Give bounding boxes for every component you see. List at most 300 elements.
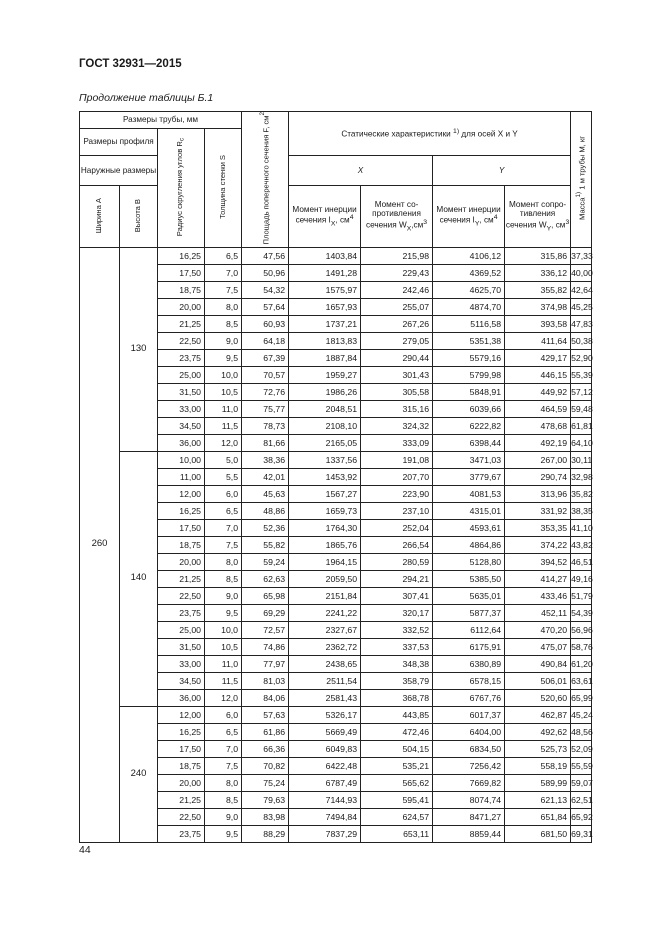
table-cell: 72,57 (242, 621, 289, 638)
table-cell: 33,00 (158, 400, 205, 417)
table-cell: 10,0 (205, 366, 242, 383)
table-cell: 6017,37 (433, 706, 505, 723)
table-cell: 65,99 (571, 689, 592, 706)
table-cell: 1887,84 (289, 349, 361, 366)
table-cell: 23,75 (158, 604, 205, 621)
table-cell: 4315,01 (433, 502, 505, 519)
table-cell: 681,50 (505, 825, 571, 842)
table-cell: 45,25 (571, 298, 592, 315)
table-cell: 7,5 (205, 757, 242, 774)
table-cell: 6222,82 (433, 417, 505, 434)
table-cell: 59,07 (571, 774, 592, 791)
table-cell: 266,54 (361, 536, 433, 553)
table-cell: 20,00 (158, 298, 205, 315)
table-cell: 5326,17 (289, 706, 361, 723)
table-cell: 47,56 (242, 247, 289, 264)
table-cell: 70,82 (242, 757, 289, 774)
table-cell: 6039,66 (433, 400, 505, 417)
table-cell: 59,48 (571, 400, 592, 417)
table-cell: 34,50 (158, 672, 205, 689)
height-cell: 130 (120, 247, 158, 451)
table-cell: 433,46 (505, 587, 571, 604)
table-cell: 35,82 (571, 485, 592, 502)
table-cell: 2108,10 (289, 417, 361, 434)
table-cell: 74,86 (242, 638, 289, 655)
table-cell: 48,56 (571, 723, 592, 740)
table-cell: 4625,70 (433, 281, 505, 298)
table-cell: 1567,27 (289, 485, 361, 502)
header-radius: Радиус скругления углов $R_c$ (158, 129, 205, 248)
table-cell: 4106,12 (433, 247, 505, 264)
table-cell: 10,5 (205, 638, 242, 655)
table-cell: 11,0 (205, 655, 242, 672)
table-cell: 10,5 (205, 383, 242, 400)
table-cell: 374,22 (505, 536, 571, 553)
table-cell: 47,83 (571, 315, 592, 332)
table-cell: 8,0 (205, 298, 242, 315)
table-cell: 49,16 (571, 570, 592, 587)
table-cell: 9,5 (205, 604, 242, 621)
table-cell: 313,96 (505, 485, 571, 502)
table-cell: 20,00 (158, 774, 205, 791)
table-cell: 535,21 (361, 757, 433, 774)
header-axis-y: Y (433, 155, 571, 185)
table-cell: 9,0 (205, 587, 242, 604)
table-cell: 589,99 (505, 774, 571, 791)
table-cell: 9,5 (205, 825, 242, 842)
table-cell: 6049,83 (289, 740, 361, 757)
table-cell: 5579,16 (433, 349, 505, 366)
table-cell: 8859,44 (433, 825, 505, 842)
table-cell: 18,75 (158, 281, 205, 298)
header-resist-y: Момент сопро-тивления сечения $W_Y$, $см^3$ (505, 185, 571, 247)
width-cell: 260 (80, 247, 120, 842)
table-cell: 653,11 (361, 825, 433, 842)
table-cell: 79,63 (242, 791, 289, 808)
table-cell: 4369,52 (433, 264, 505, 281)
table-cell: 358,79 (361, 672, 433, 689)
table-cell: 1764,30 (289, 519, 361, 536)
table-cell: 66,36 (242, 740, 289, 757)
table-cell: 57,64 (242, 298, 289, 315)
table-cell: 332,52 (361, 621, 433, 638)
table-cell: 21,25 (158, 315, 205, 332)
table-cell: 8,5 (205, 570, 242, 587)
table-cell: 470,20 (505, 621, 571, 638)
table-cell: 237,10 (361, 502, 433, 519)
header-static: Статические характеристики $^{1)}$ для осей X и Y (289, 112, 571, 156)
header-mass: Масса$^{1)}$ 1 м трубы M, кг (571, 112, 592, 248)
table-cell: 6578,15 (433, 672, 505, 689)
table-cell: 290,74 (505, 468, 571, 485)
table-cell: 1813,83 (289, 332, 361, 349)
table-cell: 478,68 (505, 417, 571, 434)
table-cell: 242,46 (361, 281, 433, 298)
table-cell: 5,0 (205, 451, 242, 468)
table-cell: 10,0 (205, 621, 242, 638)
table-cell: 12,00 (158, 485, 205, 502)
table-cell: 2059,50 (289, 570, 361, 587)
table-cell: 16,25 (158, 502, 205, 519)
table-cell: 6404,00 (433, 723, 505, 740)
table-cell: 30,11 (571, 451, 592, 468)
table-cell: 5635,01 (433, 587, 505, 604)
table-cell: 1491,28 (289, 264, 361, 281)
table-cell: 331,92 (505, 502, 571, 519)
table-cell: 5799,98 (433, 366, 505, 383)
table-cell: 25,00 (158, 621, 205, 638)
table-cell: 60,93 (242, 315, 289, 332)
table-cell: 5669,49 (289, 723, 361, 740)
table-cell: 12,0 (205, 689, 242, 706)
table-cell: 7,0 (205, 519, 242, 536)
table-cell: 414,27 (505, 570, 571, 587)
table-cell: 37,33 (571, 247, 592, 264)
table-cell: 6,5 (205, 723, 242, 740)
table-cell: 4081,53 (433, 485, 505, 502)
table-cell: 525,73 (505, 740, 571, 757)
table-cell: 315,16 (361, 400, 433, 417)
table-cell: 5385,50 (433, 570, 505, 587)
table-cell: 215,98 (361, 247, 433, 264)
table-cell: 11,00 (158, 468, 205, 485)
table-cell: 9,0 (205, 332, 242, 349)
table-cell: 1337,56 (289, 451, 361, 468)
table-cell: 290,44 (361, 349, 433, 366)
table-cell: 355,82 (505, 281, 571, 298)
table-cell: 83,98 (242, 808, 289, 825)
table-cell: 50,38 (571, 332, 592, 349)
table-cell: 368,78 (361, 689, 433, 706)
table-cell: 48,86 (242, 502, 289, 519)
table-cell: 16,25 (158, 723, 205, 740)
table-cell: 63,61 (571, 672, 592, 689)
table-cell: 10,00 (158, 451, 205, 468)
table-cell: 492,62 (505, 723, 571, 740)
table-cell: 6,5 (205, 247, 242, 264)
table-cell: 4593,61 (433, 519, 505, 536)
table-cell: 36,00 (158, 434, 205, 451)
table-cell: 2362,72 (289, 638, 361, 655)
table-cell: 2151,84 (289, 587, 361, 604)
header-axis-x: X (289, 155, 433, 185)
table-cell: 54,32 (242, 281, 289, 298)
table-cell: 7144,93 (289, 791, 361, 808)
table-cell: 348,38 (361, 655, 433, 672)
table-cell: 4864,86 (433, 536, 505, 553)
table-cell: 52,09 (571, 740, 592, 757)
table-cell: 2581,43 (289, 689, 361, 706)
table-cell: 32,98 (571, 468, 592, 485)
table-cell: 42,64 (571, 281, 592, 298)
table-cell: 75,24 (242, 774, 289, 791)
table-cell: 624,57 (361, 808, 433, 825)
table-cell: 18,75 (158, 757, 205, 774)
table-cell: 61,86 (242, 723, 289, 740)
table-cell: 23,75 (158, 825, 205, 842)
table-cell: 38,36 (242, 451, 289, 468)
table-cell: 229,43 (361, 264, 433, 281)
table-body (80, 247, 592, 842)
table-cell: 3779,67 (433, 468, 505, 485)
table-cell: 34,50 (158, 417, 205, 434)
table-cell: 324,32 (361, 417, 433, 434)
table-cell: 7837,29 (289, 825, 361, 842)
table-cell: 267,26 (361, 315, 433, 332)
table-cell: 21,25 (158, 791, 205, 808)
table-cell: 45,63 (242, 485, 289, 502)
table-cell: 6175,91 (433, 638, 505, 655)
table-cell: 58,76 (571, 638, 592, 655)
table-cell: 56,96 (571, 621, 592, 638)
table-cell: 31,50 (158, 383, 205, 400)
table-cell: 462,87 (505, 706, 571, 723)
table-cell: 504,15 (361, 740, 433, 757)
table-cell: 16,25 (158, 247, 205, 264)
table-cell: 20,00 (158, 553, 205, 570)
table-cell: 6,0 (205, 485, 242, 502)
table-cell: 475,07 (505, 638, 571, 655)
table-cell: 2165,05 (289, 434, 361, 451)
table-cell: 55,59 (571, 757, 592, 774)
table-cell: 23,75 (158, 349, 205, 366)
table-cell: 621,13 (505, 791, 571, 808)
table-cell: 280,59 (361, 553, 433, 570)
table-cell: 449,92 (505, 383, 571, 400)
table-cell: 1959,27 (289, 366, 361, 383)
table-cell: 52,90 (571, 349, 592, 366)
table-cell: 1964,15 (289, 553, 361, 570)
table-cell: 62,51 (571, 791, 592, 808)
table-cell: 55,82 (242, 536, 289, 553)
table-cell: 6834,50 (433, 740, 505, 757)
table-cell: 7,5 (205, 281, 242, 298)
table-cell: 6787,49 (289, 774, 361, 791)
table-cell: 7494,84 (289, 808, 361, 825)
table-cell: 490,84 (505, 655, 571, 672)
table-row (80, 706, 592, 723)
table-cell: 255,07 (361, 298, 433, 315)
table-cell: 69,31 (571, 825, 592, 842)
table-cell: 4874,70 (433, 298, 505, 315)
properties-table (79, 111, 592, 843)
table-row (80, 247, 592, 264)
table-cell: 38,35 (571, 502, 592, 519)
table-cell: 411,64 (505, 332, 571, 349)
table-caption: Продолжение таблицы Б.1 (79, 92, 214, 104)
table-cell: 11,5 (205, 417, 242, 434)
table-cell: 22,50 (158, 587, 205, 604)
table-cell: 11,0 (205, 400, 242, 417)
table-row (80, 451, 592, 468)
table-cell: 67,39 (242, 349, 289, 366)
table-cell: 446,15 (505, 366, 571, 383)
table-cell: 33,00 (158, 655, 205, 672)
table-cell: 1986,26 (289, 383, 361, 400)
table-cell: 595,41 (361, 791, 433, 808)
table-cell: 558,19 (505, 757, 571, 774)
table-cell: 69,29 (242, 604, 289, 621)
table-cell: 429,17 (505, 349, 571, 366)
table-cell: 1865,76 (289, 536, 361, 553)
table-cell: 267,00 (505, 451, 571, 468)
table-cell: 2241,22 (289, 604, 361, 621)
table-cell: 81,03 (242, 672, 289, 689)
table-cell: 64,10 (571, 434, 592, 451)
table-cell: 2511,54 (289, 672, 361, 689)
table-cell: 9,5 (205, 349, 242, 366)
table-cell: 11,5 (205, 672, 242, 689)
table-cell: 464,59 (505, 400, 571, 417)
table-cell: 1659,73 (289, 502, 361, 519)
table-cell: 41,10 (571, 519, 592, 536)
header-outer-dims: Наружные размеры (80, 155, 158, 185)
page-number: 44 (79, 844, 91, 856)
table-cell: 472,46 (361, 723, 433, 740)
table-cell: 2048,51 (289, 400, 361, 417)
table-cell: 374,98 (505, 298, 571, 315)
table-cell: 46,51 (571, 553, 592, 570)
table-cell: 8,5 (205, 791, 242, 808)
header-profile-dims: Размеры профиля (80, 129, 158, 156)
table-cell: 40,00 (571, 264, 592, 281)
table-cell: 8,0 (205, 553, 242, 570)
table-cell: 7669,82 (433, 774, 505, 791)
table-cell: 7,0 (205, 740, 242, 757)
height-cell: 140 (120, 451, 158, 706)
table-cell: 294,21 (361, 570, 433, 587)
table-cell: 61,81 (571, 417, 592, 434)
table-cell: 50,96 (242, 264, 289, 281)
table-cell: 64,18 (242, 332, 289, 349)
table-cell: 22,50 (158, 332, 205, 349)
table-cell: 75,77 (242, 400, 289, 417)
table-cell: 8471,27 (433, 808, 505, 825)
table-cell: 5351,38 (433, 332, 505, 349)
table-cell: 21,25 (158, 570, 205, 587)
table-cell: 9,0 (205, 808, 242, 825)
table-cell: 6398,44 (433, 434, 505, 451)
table-cell: 315,86 (505, 247, 571, 264)
table-cell: 17,50 (158, 264, 205, 281)
table-cell: 57,12 (571, 383, 592, 400)
table-cell: 1453,92 (289, 468, 361, 485)
table-cell: 77,97 (242, 655, 289, 672)
table-cell: 3471,03 (433, 451, 505, 468)
header-inertia-y: Момент инерции сечения $I_Y$, $см^4$ (433, 185, 505, 247)
table-cell: 336,12 (505, 264, 571, 281)
table-cell: 353,35 (505, 519, 571, 536)
table-cell: 8,0 (205, 774, 242, 791)
table-cell: 8,5 (205, 315, 242, 332)
table-cell: 6112,64 (433, 621, 505, 638)
table-cell: 252,04 (361, 519, 433, 536)
table-cell: 70,57 (242, 366, 289, 383)
header-inertia-x: Момент инерции сечения $I_X$, $см^4$ (289, 185, 361, 247)
table-cell: 7,5 (205, 536, 242, 553)
table-cell: 7,0 (205, 264, 242, 281)
table-cell: 6422,48 (289, 757, 361, 774)
table-cell: 207,70 (361, 468, 433, 485)
table-cell: 2438,65 (289, 655, 361, 672)
table-cell: 22,50 (158, 808, 205, 825)
table-cell: 43,82 (571, 536, 592, 553)
document-header: ГОСТ 32931—2015 (79, 58, 182, 70)
table-cell: 5,5 (205, 468, 242, 485)
table-cell: 65,92 (571, 808, 592, 825)
table-cell: 191,08 (361, 451, 433, 468)
table-cell: 18,75 (158, 536, 205, 553)
table-cell: 52,36 (242, 519, 289, 536)
table-cell: 301,43 (361, 366, 433, 383)
table-cell: 6,0 (205, 706, 242, 723)
header-width: Ширина A (80, 185, 120, 247)
table-cell: 42,01 (242, 468, 289, 485)
table-cell: 62,63 (242, 570, 289, 587)
table-cell: 57,63 (242, 706, 289, 723)
height-cell: 240 (120, 706, 158, 842)
table-cell: 1737,21 (289, 315, 361, 332)
table-cell: 565,62 (361, 774, 433, 791)
table-cell: 1575,97 (289, 281, 361, 298)
table-cell: 5848,91 (433, 383, 505, 400)
table-cell: 1657,93 (289, 298, 361, 315)
table-cell: 333,09 (361, 434, 433, 451)
table-cell: 45,24 (571, 706, 592, 723)
table-cell: 8074,74 (433, 791, 505, 808)
table-cell: 307,41 (361, 587, 433, 604)
table-cell: 1403,84 (289, 247, 361, 264)
table-cell: 6767,76 (433, 689, 505, 706)
table-cell: 2327,67 (289, 621, 361, 638)
table-cell: 31,50 (158, 638, 205, 655)
table-cell: 72,76 (242, 383, 289, 400)
table-cell: 651,84 (505, 808, 571, 825)
table-cell: 17,50 (158, 519, 205, 536)
table-cell: 279,05 (361, 332, 433, 349)
header-area: Площадь поперечного сечения F, $см^2$ (242, 112, 289, 248)
header-height: Высота B (120, 185, 158, 247)
table-cell: 7256,42 (433, 757, 505, 774)
table-cell: 6,5 (205, 502, 242, 519)
table-cell: 320,17 (361, 604, 433, 621)
table-cell: 452,11 (505, 604, 571, 621)
header-resist-x: Момент со-противления сечения $W_X,см^3$ (361, 185, 433, 247)
table-cell: 305,58 (361, 383, 433, 400)
table-cell: 5877,37 (433, 604, 505, 621)
table-cell: 394,52 (505, 553, 571, 570)
table-cell: 61,20 (571, 655, 592, 672)
table-cell: 443,85 (361, 706, 433, 723)
header-thickness: Толщина стенки S (205, 129, 242, 248)
table-cell: 520,60 (505, 689, 571, 706)
table-cell: 84,06 (242, 689, 289, 706)
table-cell: 393,58 (505, 315, 571, 332)
table-cell: 6380,89 (433, 655, 505, 672)
header-pipe-dims: Размеры трубы, мм (80, 112, 242, 129)
table-cell: 492,19 (505, 434, 571, 451)
table-cell: 81,66 (242, 434, 289, 451)
table-cell: 88,29 (242, 825, 289, 842)
table-cell: 54,39 (571, 604, 592, 621)
table-cell: 5128,80 (433, 553, 505, 570)
table-cell: 51,79 (571, 587, 592, 604)
table-cell: 55,39 (571, 366, 592, 383)
table-cell: 5116,58 (433, 315, 505, 332)
table-cell: 506,01 (505, 672, 571, 689)
table-cell: 12,0 (205, 434, 242, 451)
table-cell: 337,53 (361, 638, 433, 655)
